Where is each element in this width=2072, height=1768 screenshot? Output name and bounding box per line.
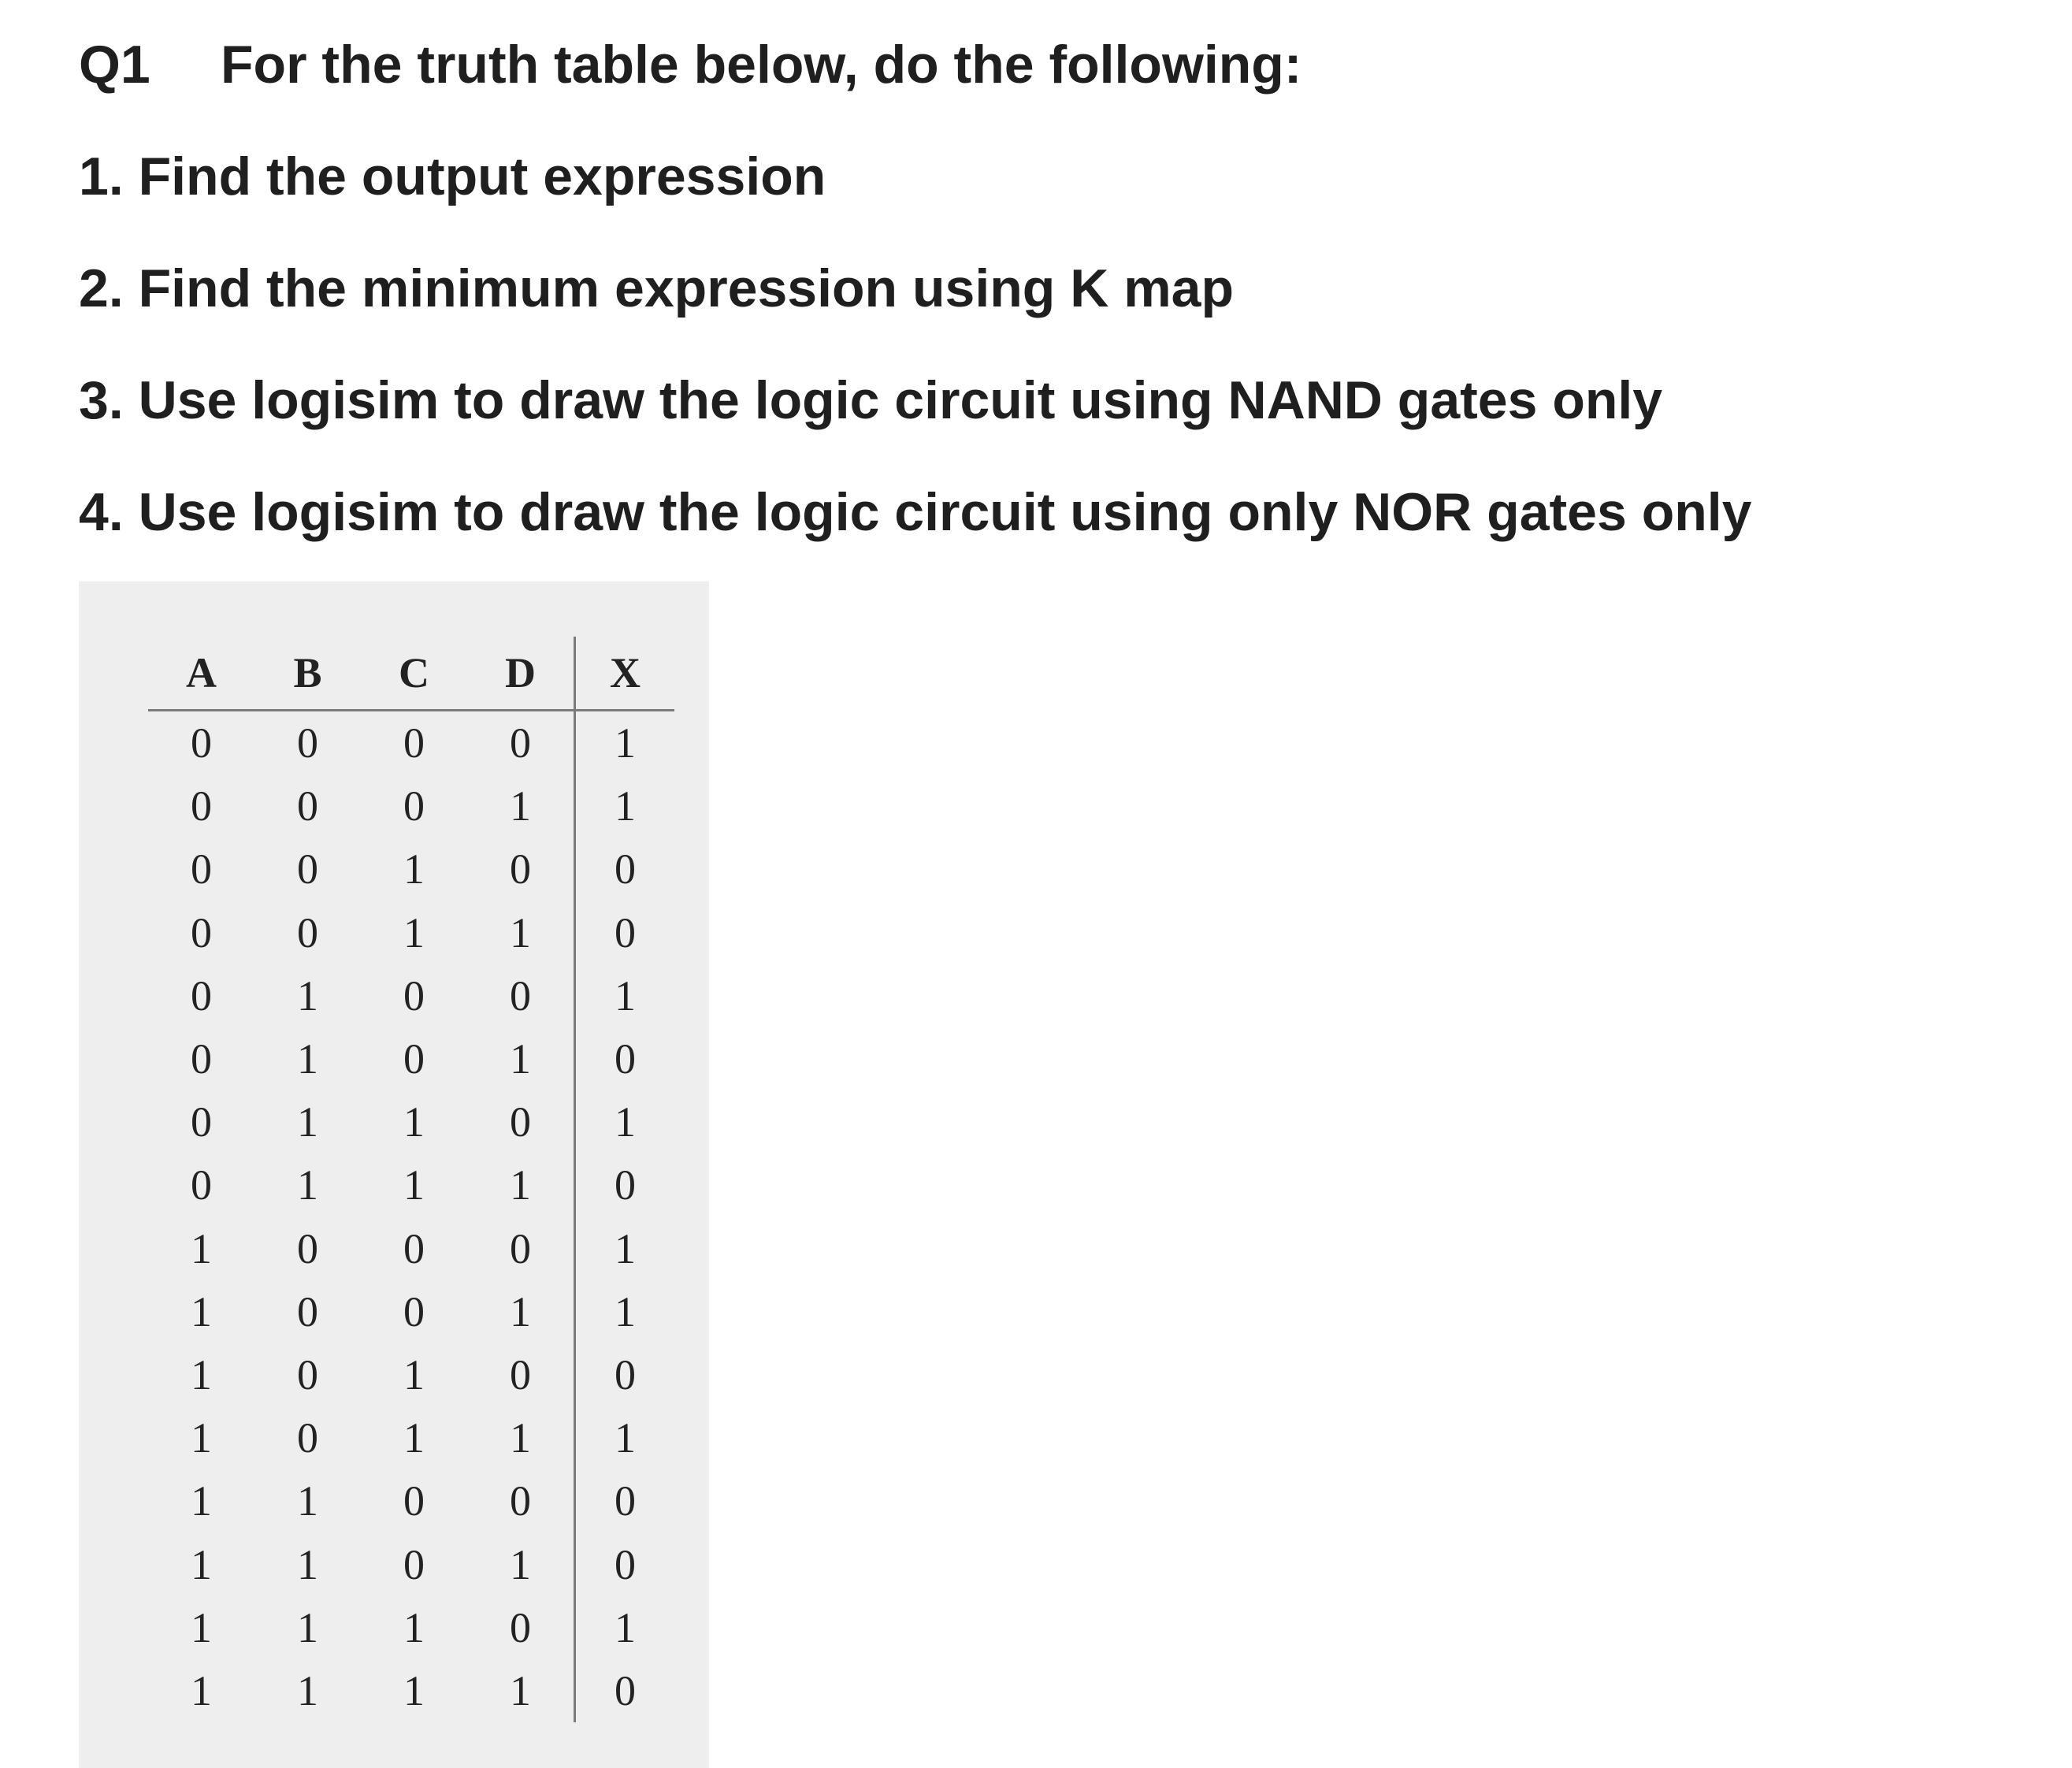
- cell-a: 0: [191, 719, 212, 767]
- cell-x: 1: [575, 964, 675, 1027]
- cell-x: 1: [575, 1280, 675, 1343]
- cell-d: 0: [510, 719, 531, 767]
- cell-d: 1: [510, 782, 531, 830]
- truth-table-header-row: [148, 637, 674, 711]
- cell-b: 0: [297, 1414, 318, 1462]
- cell-d: 1: [510, 1666, 531, 1714]
- cell-d: 1: [510, 1287, 531, 1335]
- cell-a: 0: [191, 1035, 212, 1083]
- truth-table-image: [79, 581, 709, 1768]
- cell-b: 0: [297, 719, 318, 767]
- header-cell-d: D: [467, 637, 575, 711]
- cell-c: 1: [403, 1414, 425, 1462]
- cell-c: 0: [403, 1477, 425, 1525]
- cell-c: 0: [403, 782, 425, 830]
- cell-c: 1: [403, 1603, 425, 1651]
- table-row: [148, 1343, 674, 1406]
- cell-d: 1: [510, 1035, 531, 1083]
- cell-c: 0: [403, 719, 425, 767]
- cell-x: 1: [575, 1406, 675, 1469]
- cell-c: 1: [403, 1098, 425, 1146]
- cell-x: 0: [575, 1659, 675, 1722]
- cell-d: 0: [510, 1224, 531, 1272]
- table-row: [148, 1027, 674, 1090]
- cell-d: 0: [510, 1350, 531, 1398]
- cell-a: 0: [191, 782, 212, 830]
- cell-a: 0: [191, 845, 212, 893]
- question-heading: [79, 28, 1301, 101]
- table-row: [148, 1596, 674, 1659]
- cell-b: 0: [297, 782, 318, 830]
- header-cell-a: A: [148, 637, 254, 711]
- header-cell-c: C: [361, 637, 467, 711]
- cell-b: 0: [297, 1224, 318, 1272]
- table-row: [148, 1469, 674, 1532]
- cell-d: 1: [510, 1414, 531, 1462]
- cell-c: 1: [403, 1350, 425, 1398]
- task-list: [79, 140, 1751, 588]
- cell-c: 0: [403, 971, 425, 1020]
- task-item: 3. Use logisim to draw the logic circuit using NAND gates only: [79, 370, 1663, 430]
- cell-b: 1: [297, 1161, 318, 1209]
- cell-c: 1: [403, 908, 425, 956]
- cell-c: 1: [403, 845, 425, 893]
- table-row: [148, 1153, 674, 1216]
- table-row: [148, 838, 674, 901]
- cell-x: 1: [575, 1090, 675, 1153]
- table-row: [148, 1090, 674, 1153]
- cell-x: 0: [575, 1027, 675, 1090]
- cell-x: 0: [575, 1153, 675, 1216]
- cell-a: 0: [191, 1098, 212, 1146]
- cell-d: 0: [510, 1477, 531, 1525]
- table-row: [148, 901, 674, 964]
- cell-b: 1: [297, 1477, 318, 1525]
- cell-b: 1: [297, 1603, 318, 1651]
- cell-x: 0: [575, 1469, 675, 1532]
- cell-a: 1: [191, 1540, 212, 1588]
- task-item: 1. Find the output expression: [79, 147, 826, 206]
- task-item: 4. Use logisim to draw the logic circuit using only NOR gates only: [79, 482, 1752, 542]
- cell-a: 1: [191, 1477, 212, 1525]
- cell-d: 0: [510, 1603, 531, 1651]
- cell-x: 0: [575, 1532, 675, 1595]
- table-row: [148, 1280, 674, 1343]
- cell-c: 0: [403, 1224, 425, 1272]
- cell-a: 1: [191, 1666, 212, 1714]
- table-row: [148, 711, 674, 775]
- cell-x: 0: [575, 838, 675, 901]
- cell-x: 1: [575, 774, 675, 838]
- cell-c: 1: [403, 1666, 425, 1714]
- question-prompt: For the truth table below, do the following:: [221, 35, 1302, 95]
- header-cell-x: X: [575, 637, 675, 711]
- cell-a: 1: [191, 1287, 212, 1335]
- truth-table-body: [148, 711, 674, 1723]
- cell-b: 0: [297, 845, 318, 893]
- cell-c: 0: [403, 1035, 425, 1083]
- cell-a: 1: [191, 1224, 212, 1272]
- task-item: 2. Find the minimum expression using K map: [79, 258, 1235, 318]
- cell-x: 1: [575, 1217, 675, 1280]
- cell-a: 1: [191, 1603, 212, 1651]
- cell-x: 1: [575, 1596, 675, 1659]
- table-row: [148, 774, 674, 838]
- cell-b: 0: [297, 1350, 318, 1398]
- cell-x: 1: [575, 711, 675, 775]
- cell-a: 0: [191, 908, 212, 956]
- cell-b: 1: [297, 1098, 318, 1146]
- cell-a: 1: [191, 1414, 212, 1462]
- cell-x: 0: [575, 1343, 675, 1406]
- cell-c: 1: [403, 1161, 425, 1209]
- cell-d: 0: [510, 971, 531, 1020]
- cell-c: 0: [403, 1540, 425, 1588]
- cell-a: 1: [191, 1350, 212, 1398]
- table-row: [148, 1217, 674, 1280]
- table-row: [148, 964, 674, 1027]
- cell-d: 0: [510, 845, 531, 893]
- cell-a: 0: [191, 971, 212, 1020]
- cell-c: 0: [403, 1287, 425, 1335]
- cell-d: 0: [510, 1098, 531, 1146]
- question-number: Q1: [79, 35, 150, 95]
- cell-d: 1: [510, 1161, 531, 1209]
- cell-x: 0: [575, 901, 675, 964]
- table-row: [148, 1659, 674, 1722]
- cell-b: 0: [297, 1287, 318, 1335]
- table-row: [148, 1532, 674, 1595]
- cell-b: 0: [297, 908, 318, 956]
- cell-d: 1: [510, 1540, 531, 1588]
- cell-d: 1: [510, 908, 531, 956]
- cell-b: 1: [297, 1666, 318, 1714]
- cell-b: 1: [297, 971, 318, 1020]
- table-row: [148, 1406, 674, 1469]
- truth-table: [148, 637, 674, 1722]
- cell-b: 1: [297, 1540, 318, 1588]
- cell-b: 1: [297, 1035, 318, 1083]
- cell-a: 0: [191, 1161, 212, 1209]
- header-cell-b: B: [254, 637, 361, 711]
